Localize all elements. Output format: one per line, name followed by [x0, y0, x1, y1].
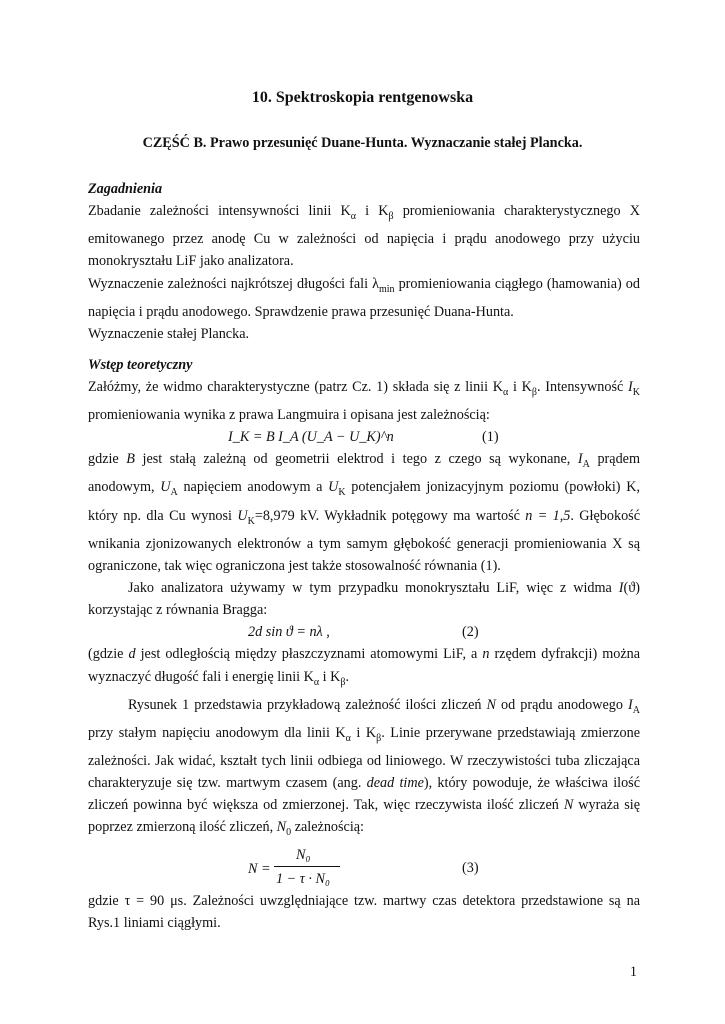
section-heading-wstep: Wstęp teoretyczny [88, 357, 193, 373]
equation-3 [88, 844, 640, 890]
fraction-bar [274, 866, 340, 867]
paragraph: gdzie τ = 90 μs. Zależności uwzględniające tzw. martwy czas detektora przedstawione są na Rys.1 liniami ciągłymi. [88, 893, 640, 932]
equation-3-denominator: 1 − τ · N₀ [276, 871, 330, 888]
paragraph: (gdzie d jest odległością między płaszczyznami atomowymi LiF, a n rzędem dyfrakcji) można wyznaczyć długość fali i energię linii $K_\alpha$ i $K_\beta$. [88, 646, 641, 688]
equation-2 [88, 621, 640, 643]
section-heading-zagadnienia: Zagadnienia [88, 181, 163, 197]
paragraph: Załóżmy, że widmo charakterystyczne (patrz Cz. 1) składa się z linii $K_\alpha$ i $K_\beta$. Intensywność $I_K$ promieniowania wynika z prawa Langmuira i opisana jest zależnością: [88, 379, 640, 424]
section-zagadnienia [88, 178, 640, 345]
section-wstep [88, 354, 640, 935]
paragraph: gdzie B jest stałą zależną od geometrii elektrod i tego z czego są wykonane, $I_A$ prądem anodowym, $U_A$ napięciem anodowym a $U_K$ potencjałem jonizacyjnym poziomu (powłoki) K, który np. dla Cu wynosi $U_K=8,979$ kV. Wykładnik potęgowy ma wartość n = 1,5. Głębokość wnikania zjonizowanych elektronów a tym samym głębokość generacji promieniowania X są ograniczone, tak więc ograniczona jest także stosowalność równania (1). [88, 451, 640, 574]
paragraph: Jako analizatora używamy w tym przypadku monokryształu LiF, więc z widma I(ϑ) korzystając z równania Bragga: [88, 579, 640, 619]
equation-3-numerator: N₀ [296, 847, 311, 864]
equation-1-expression: I_K = B I_A (U_A − U_K)^n [228, 429, 394, 446]
equation-2-number: (2) [462, 624, 479, 641]
document-subtitle: CZĘŚĆ B. Prawo przesunięć Duane-Hunta. Wyznaczanie stałej Plancka. [142, 135, 583, 151]
paragraph: Wyznaczenie stałej Plancka. [88, 325, 250, 342]
equation-1 [88, 426, 640, 448]
paragraph: Zbadanie zależności intensywności linii $K_\alpha$ i $K_\beta$ promieniowania charakterystycznego X emitowanego przez anodę Cu w zależności od napięcia i prądu anodowego przy użyciu monokryształu LiF jako analizatora. [88, 203, 641, 270]
paragraph: Wyznaczenie zależności najkrótszej długości fali $\lambda_{min}$ promieniowania ciągłego (hamowania) od napięcia i prądu anodowego. Sprawdzenie prawa przesunięć Duana-Hunta. [88, 275, 640, 320]
document-title: 10. Spektroskopia rentgenowska [251, 89, 474, 106]
page-number: 1 [629, 964, 637, 980]
equation-1-number: (1) [482, 429, 499, 446]
equation-2-expression: 2d sin ϑ = nλ , [248, 624, 330, 641]
equation-3-number: (3) [462, 860, 479, 877]
equation-3-lhs: N = [248, 861, 271, 878]
paragraph: Rysunek 1 przedstawia przykładową zależność ilości zliczeń N od prądu anodowego $I_A$ przy stałym napięciu anodowym dla linii $K_\alpha$ i $K_\beta$. Linie przerywane przedstawiają zmierzone zależności. Jak widać, kształt tych linii odbiega od liniowego. W rzeczywistości tuba zliczająca charakteryzuje się tzw. martwym czasem (ang. dead time), który powoduje, że właściwa ilość zliczeń powinna być większa od zmierzonej. Tak, więc rzeczywista ilość zliczeń N wyraża się poprzez zmierzoną ilość zliczeń, $N_0$ zależnością: [88, 696, 640, 839]
